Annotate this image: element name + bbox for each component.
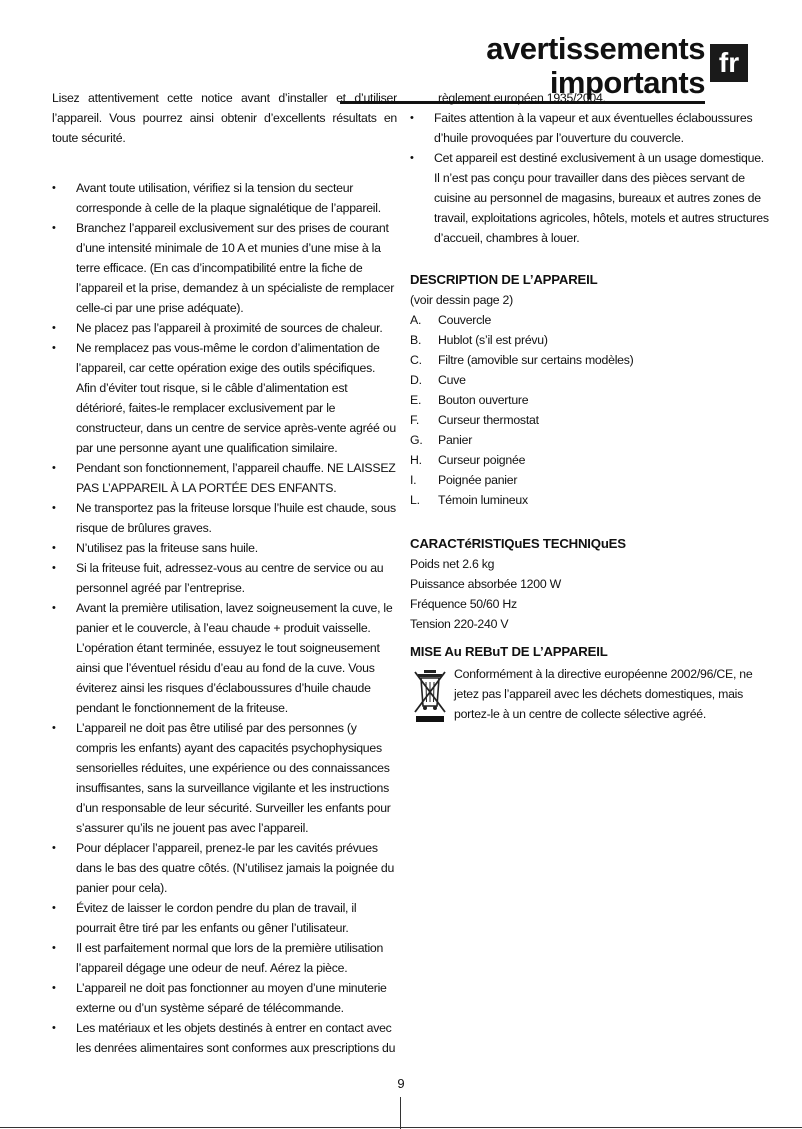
- list-item: L. Témoin lumineux: [410, 493, 528, 507]
- list-item: • Pendant son fonctionnement, l’appareil chauffe. NE LAISSEZ PAS L’APPAREIL À LA PORTÉE DES ENFANTS.: [52, 458, 397, 498]
- list-item: • Les matériaux et les objets destinés à entrer en contact avec les denrées alimentaires sont conformes aux prescriptions du: [52, 1018, 397, 1058]
- divider: [400, 1097, 401, 1129]
- list-item: • Faites attention à la vapeur et aux éventuelles éclaboussures d’huile provoquées par l’ouverture du couvercle.: [410, 108, 770, 148]
- list-item: E. Bouton ouverture: [410, 393, 529, 407]
- list-item: • N’utilisez pas la friteuse sans huile.: [52, 538, 397, 558]
- spec-line: Tension 220-240 V: [410, 617, 509, 631]
- list-item: • Ne placez pas l’appareil à proximité de sources de chaleur.: [52, 318, 397, 338]
- list-item: • Ne transportez pas la friteuse lorsque l’huile est chaude, sous risque de brûlures graves.: [52, 498, 397, 538]
- list-item: • L’appareil ne doit pas fonctionner au moyen d’une minuterie externe ou d’un système séparé de télécommande.: [52, 978, 397, 1018]
- left-column: [52, 88, 397, 1058]
- continued-text: règlement européen 1935/2004.: [438, 91, 606, 105]
- list-item: F. Curseur thermostat: [410, 413, 539, 427]
- spec-line: Fréquence 50/60 Hz: [410, 597, 517, 611]
- list-item: A. Couvercle: [410, 313, 492, 327]
- page-title: avertissements importants: [340, 32, 705, 104]
- intro-paragraph: Lisez attentivement cette notice avant d’installer et d’utiliser l’appareil. Vous pourrez ainsi obtenir d’excellents résultats en toute sécurité.: [52, 91, 397, 145]
- list-item: • Si la friteuse fuit, adressez-vous au centre de service ou au personnel agréé par l’entreprise.: [52, 558, 397, 598]
- spec-line: Puissance absorbée 1200 W: [410, 577, 561, 591]
- list-item: • Avant toute utilisation, vérifiez si la tension du secteur corresponde à celle de la plaque signalétique de l’appareil.: [52, 178, 397, 218]
- warnings-list: [52, 178, 397, 1058]
- disposal-heading: MISE Au REBuT DE L’APPAREIL: [410, 644, 608, 659]
- list-item: • Branchez l’appareil exclusivement sur des prises de courant d’une intensité minimale de 10 A et munies d’une mise à la terre efficace. (En cas d’incompatibilité entre la fiche de l’appareil et la prise, demandez à un spécialiste de remplacer celle-ci par une prise adéquate).: [52, 218, 397, 318]
- warnings-list-continued: [410, 108, 770, 248]
- list-item: • Il est parfaitement normal que lors de la première utilisation l’appareil dégage une odeur de neuf. Aérez la pièce.: [52, 938, 397, 978]
- description-heading: DESCRIPTION DE L’APPAREIL: [410, 272, 598, 287]
- list-item: • Évitez de laisser le cordon pendre du plan de travail, il pourrait être tiré par les enfants ou gêner l’utilisateur.: [52, 898, 397, 938]
- page-number: 9: [397, 1076, 405, 1091]
- list-item: • Cet appareil est destiné exclusivement à un usage domestique. Il n’est pas conçu pour travailler dans des pièces servant de cuisine au personnel de magasins, bureaux et autres zones de travail, exploitations agricoles, hôtels, motels et autres structures d’accueil, chambres à louer.: [410, 148, 770, 248]
- divider: [0, 1127, 802, 1128]
- language-badge: fr: [710, 44, 748, 82]
- list-item: • L’appareil ne doit pas être utilisé par des personnes (y compris les enfants) ayant des capacités psychophysiques sensorielles réduites, une expérience ou des connaissances insuffisantes, sans la surveillance vigilante et les instructions d’un responsable de leur sécurité. Surveiller les enfants pour s’assurer qu’ils ne jouent pas avec l’appareil.: [52, 718, 397, 838]
- spec-line: Poids net 2.6 kg: [410, 557, 495, 571]
- right-column: [410, 88, 770, 726]
- list-item: • Ne remplacez pas vous-même le cordon d’alimentation de l’appareil, car cette opération exige des outils spécifiques. Afin d’éviter tout risque, si le câble d’alimentation est détérioré, faites-le remplacer exclusivement par le constructeur, dans un centre de service après-vente agréé ou par une personne ayant une qualification similaire.: [52, 338, 397, 458]
- disposal-block: [410, 664, 770, 726]
- description-note: (voir dessin page 2): [410, 293, 513, 307]
- list-item: • Pour déplacer l’appareil, prenez-le par les cavités prévues dans le bas des quatre côtés. (N’utilisez jamais la poignée du panier pour cela).: [52, 838, 397, 898]
- list-item: C. Filtre (amovible sur certains modèles): [410, 353, 634, 367]
- list-item: H. Curseur poignée: [410, 453, 526, 467]
- list-item: D. Cuve: [410, 373, 466, 387]
- list-item: B. Hublot (s’il est prévu): [410, 333, 548, 347]
- list-item: G. Panier: [410, 433, 473, 447]
- list-item: • Avant la première utilisation, lavez soigneusement la cuve, le panier et le couvercle, à l’eau chaude + produit vaisselle. L’opération étant terminée, essuyez le tout soigneusement ainsi que l’éventuel résidu d’eau au fond de la cuve. Vous éviterez ainsi les risques d’éclaboussures d’huile chaude pendant le fonctionnement de la friteuse.: [52, 598, 397, 718]
- specs-heading: CARACTéRISTIQuES TECHNIQuES: [410, 536, 626, 551]
- list-item: I. Poignée panier: [410, 473, 518, 487]
- disposal-text: Conformément à la directive européenne 2002/96/CE, ne jetez pas l’appareil avec les déchets domestiques, mais portez-le à un centre de collecte sélective agréé.: [454, 667, 753, 721]
- parts-list: [410, 310, 770, 510]
- crossed-bin-icon: [410, 666, 450, 726]
